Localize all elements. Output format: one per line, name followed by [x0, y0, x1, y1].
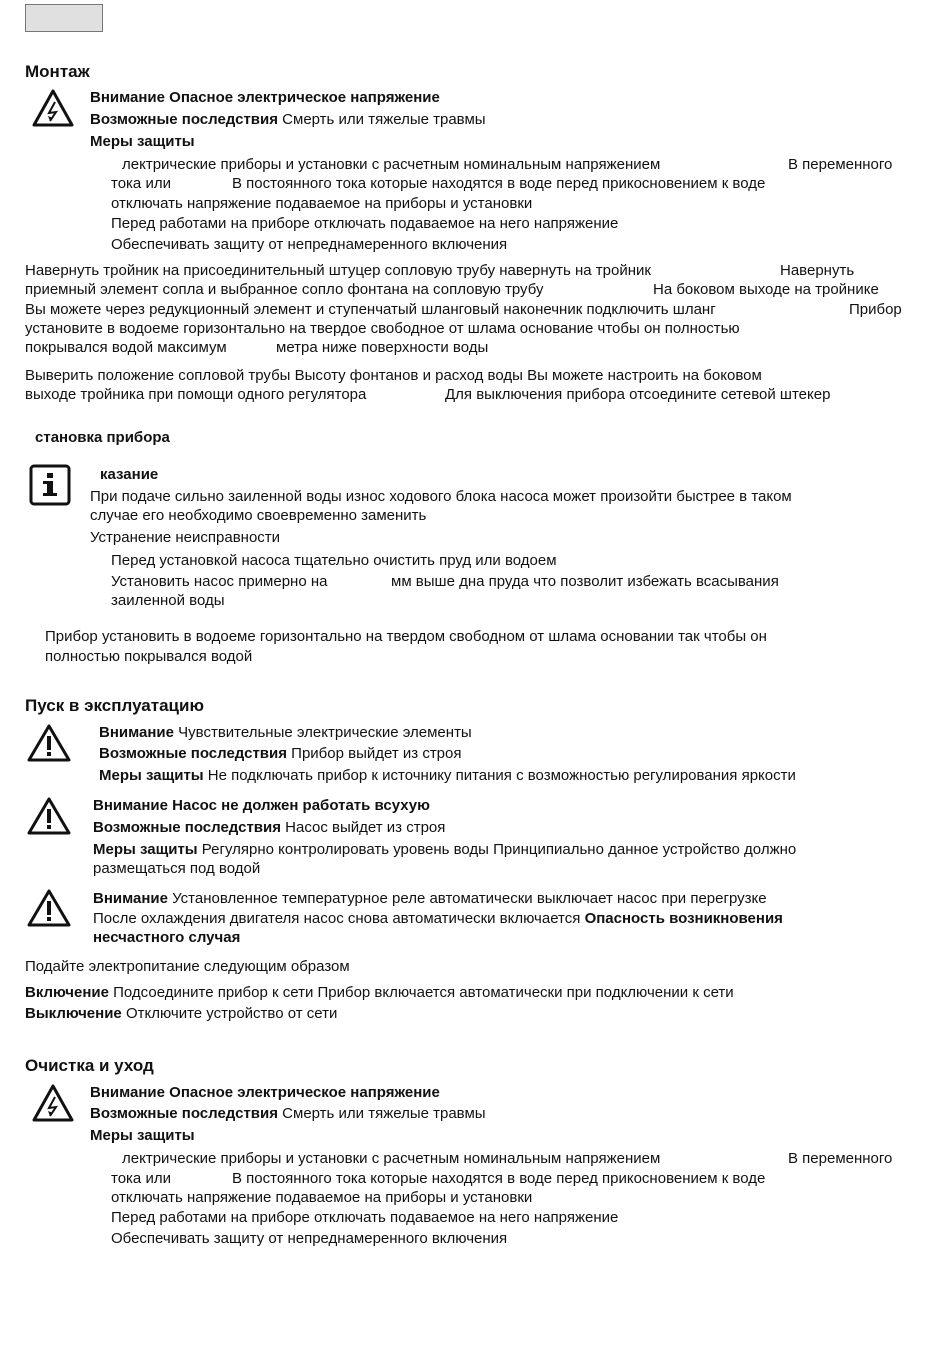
warning-line: Меры защиты Регулярно контролировать уровень воды Принципиально данное устройство должно	[93, 841, 797, 858]
power-on-text: Включение Подсоедините прибор к сети Прибор включается автоматически при подключении к сети	[25, 984, 734, 1001]
measure-text: В переменного	[788, 156, 893, 173]
measure-text: В постоянного тока которые находятся в воде перед прикосновением к воде	[232, 175, 766, 192]
electric-hazard-icon	[31, 88, 75, 128]
note-text: мм выше дна пруда что позволит избежать всасывания	[391, 573, 779, 590]
warning-line: несчастного случая	[93, 929, 241, 946]
paragraph-text: метра ниже поверхности воды	[276, 339, 489, 356]
measure-text: В переменного	[788, 1150, 893, 1167]
power-intro: Подайте электропитание следующим образом	[25, 958, 350, 975]
paragraph-text: Выверить положение сопловой трубы Высоту фонтанов и расход воды Вы можете настроить на боковом	[25, 367, 762, 384]
note-text: Установить насос примерно на	[111, 573, 328, 590]
info-icon	[29, 464, 71, 506]
section-title-montazh: Монтаж	[25, 62, 90, 81]
note-text: случае его необходимо своевременно заменить	[90, 507, 427, 524]
warning-measures-label: Меры защиты	[90, 133, 195, 150]
warning-line: Внимание Насос не должен работать всухую	[93, 797, 430, 814]
measure-text: тока или	[111, 175, 171, 192]
warning-measures-label: Меры защиты	[90, 1127, 195, 1144]
paragraph-text: выходе тройника при помощи одного регулятора	[25, 386, 367, 403]
paragraph-text: Для выключения прибора отсоедините сетевой штекер	[445, 386, 831, 403]
warning-line: Внимание Установленное температурное реле автоматически выключает насос при перегрузке	[93, 890, 767, 907]
warning-consequences: Возможные последствия Смерть или тяжелые травмы	[90, 111, 486, 128]
paragraph-text: полностью покрывался водой	[45, 648, 253, 665]
measure-text: лектрические приборы и установки с расчетным номинальным напряжением	[122, 156, 661, 173]
measure-text: отключать напряжение подаваемое на приборы и установки	[111, 195, 533, 212]
note-text: При подаче сильно заиленной воды износ ходового блока насоса может произойти быстрее в таком	[90, 488, 792, 505]
warning-line: Меры защиты Не подключать прибор к источнику питания с возможностью регулирования яркости	[99, 767, 796, 784]
header-box	[25, 4, 103, 32]
section-title-ustanovka: становка прибора	[35, 429, 170, 446]
measure-text: В постоянного тока которые находятся в воде перед прикосновением к воде	[232, 1170, 766, 1187]
paragraph-text: На боковом выходе на тройнике	[653, 281, 879, 298]
measure-text: Перед работами на приборе отключать подаваемое на него напряжение	[111, 215, 619, 232]
warning-icon	[26, 796, 72, 836]
note-text: Перед установкой насоса тщательно очистить пруд или водоем	[111, 552, 557, 569]
warning-line: Внимание Чувствительные электрические элементы	[99, 724, 472, 741]
note-title: казание	[100, 466, 159, 483]
paragraph-text: приемный элемент сопла и выбранное сопло фонтана на сопловую трубу	[25, 281, 544, 298]
warning-line: Возможные последствия Прибор выйдет из строя	[99, 745, 462, 762]
section-title-pusk: Пуск в эксплуатацию	[25, 696, 204, 715]
warning-title: Внимание Опасное электрическое напряжение	[90, 1084, 440, 1101]
power-off-text: Выключение Отключите устройство от сети	[25, 1005, 338, 1022]
warning-title: Внимание Опасное электрическое напряжение	[90, 89, 440, 106]
note-text: заиленной воды	[111, 592, 225, 609]
paragraph-text: Вы можете через редукционный элемент и ступенчатый шланговый наконечник подключить шланг	[25, 301, 716, 318]
paragraph-text: установите в водоеме горизонтально на твердое свободное от шлама основание чтобы он полностью	[25, 320, 740, 337]
measure-text: Обеспечивать защиту от непреднамеренного включения	[111, 236, 508, 253]
paragraph-text: покрывался водой максимум	[25, 339, 227, 356]
warning-line: После охлаждения двигателя насос снова автоматически включается Опасность возникновения	[93, 910, 783, 927]
warning-line: размещаться под водой	[93, 860, 261, 877]
electric-hazard-icon	[31, 1083, 75, 1123]
note-text: Устранение неисправности	[90, 529, 281, 546]
measure-text: лектрические приборы и установки с расчетным номинальным напряжением	[122, 1150, 661, 1167]
warning-icon	[26, 888, 72, 928]
section-title-ochistka: Очистка и уход	[25, 1056, 154, 1075]
measure-text: Обеспечивать защиту от непреднамеренного включения	[111, 1230, 508, 1247]
measure-text: отключать напряжение подаваемое на приборы и установки	[111, 1189, 533, 1206]
paragraph-text: Навернуть тройник на присоединительный штуцер сопловую трубу навернуть на тройник	[25, 262, 651, 279]
warning-line: Возможные последствия Насос выйдет из строя	[93, 819, 446, 836]
measure-text: тока или	[111, 1170, 171, 1187]
paragraph-text: Прибор	[849, 301, 902, 318]
warning-icon	[26, 723, 72, 763]
paragraph-text: Прибор установить в водоеме горизонтально на твердом свободном от шлама основании так чтобы он	[45, 628, 767, 645]
measure-text: Перед работами на приборе отключать подаваемое на него напряжение	[111, 1209, 619, 1226]
warning-consequences: Возможные последствия Смерть или тяжелые травмы	[90, 1105, 486, 1122]
paragraph-text: Навернуть	[780, 262, 855, 279]
